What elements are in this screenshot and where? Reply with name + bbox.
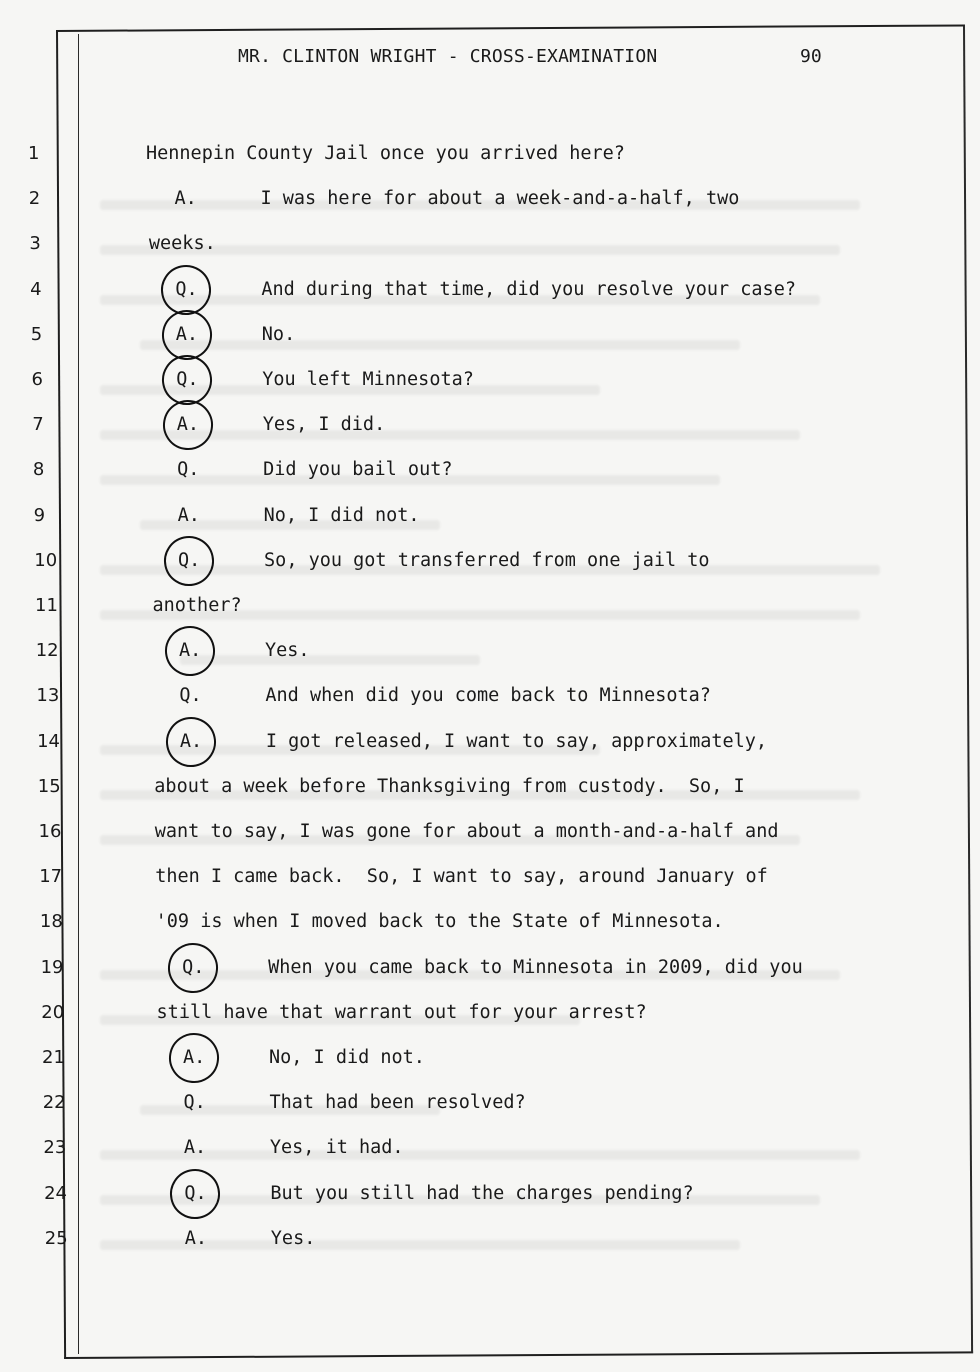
line-number: 15 [37, 775, 61, 797]
speaker-label: Q. [177, 459, 200, 481]
line-number: 20 [41, 1001, 65, 1023]
speaker-label: Q. [175, 278, 198, 300]
line-number: 5 [30, 323, 43, 345]
testimony-text: another? [152, 595, 242, 616]
page-header-title: MR. CLINTON WRIGHT - CROSS-EXAMINATION [238, 46, 658, 67]
line-number: 16 [38, 821, 62, 842]
testimony-text: I got released, I want to say, approximately, [265, 730, 768, 752]
line-number: 18 [39, 911, 63, 933]
testimony-text: Yes, it had. [269, 1137, 404, 1159]
line-number: 11 [35, 595, 58, 616]
testimony-text: And during that time, did you resolve your case? [261, 278, 796, 300]
testimony-text: I was here for about a week-and-a-half, two [260, 188, 740, 210]
line-number: 2 [28, 188, 41, 210]
speaker-label: Q. [178, 549, 201, 571]
line-number: 24 [44, 1182, 67, 1204]
testimony-text: But you still had the charges pending? [270, 1182, 694, 1204]
line-number: 25 [44, 1227, 68, 1249]
testimony-text: Did you bail out? [263, 459, 453, 481]
testimony-text: Yes. [264, 640, 310, 662]
testimony-text: Hennepin County Jail once you arrived here? [146, 143, 625, 164]
speaker-label: A. [177, 504, 200, 526]
line-number: 9 [33, 504, 46, 526]
testimony-text: weeks. [148, 233, 216, 255]
line-number: 1 [28, 143, 40, 164]
page-number: 90 [800, 46, 822, 67]
speaker-label: A. [175, 323, 199, 345]
testimony-text: That had been resolved? [269, 1092, 526, 1114]
speaker-label: A. [176, 414, 199, 436]
line-number: 4 [30, 278, 42, 300]
testimony-text: You left Minnesota? [262, 369, 474, 390]
testimony-text: Yes, I did. [262, 414, 386, 436]
line-number: 10 [34, 549, 58, 571]
testimony-text: still have that warrant out for your arrest? [156, 1001, 647, 1023]
testimony-text: And when did you come back to Minnesota? [265, 685, 711, 707]
speaker-label: Q. [183, 1092, 206, 1114]
speaker-label: A. [179, 730, 203, 752]
testimony-text: Yes. [270, 1227, 316, 1249]
line-number: 7 [32, 414, 44, 436]
testimony-text: want to say, I was gone for about a month-and-a-half and [154, 821, 779, 842]
testimony-text: No, I did not. [263, 504, 420, 526]
speaker-label: Q. [179, 685, 202, 707]
speaker-label: Q. [176, 369, 199, 390]
line-number: 19 [40, 956, 64, 978]
speaker-label: A. [184, 1227, 208, 1249]
testimony-text: So, you got transferred from one jail to [264, 549, 710, 571]
testimony-text: then I came back. So, I want to say, around January of [155, 866, 768, 888]
line-number: 17 [39, 866, 63, 888]
speaker-label: Q. [184, 1182, 207, 1204]
testimony-text: about a week before Thanksgiving from custody. So, I [154, 775, 745, 797]
line-number: 3 [29, 233, 41, 255]
speaker-label: Q. [182, 956, 205, 978]
line-number: 12 [35, 640, 59, 662]
line-number: 22 [42, 1092, 66, 1114]
line-number: 14 [37, 730, 60, 752]
testimony-text: No, I did not. [269, 1047, 425, 1068]
testimony-text: No. [261, 323, 296, 345]
line-number: 6 [31, 369, 43, 390]
testimony-text: When you came back to Minnesota in 2009, did you [268, 956, 803, 978]
line-number: 13 [36, 685, 60, 707]
speaker-label: A. [183, 1047, 206, 1068]
testimony-text: '09 is when I moved back to the State of Minnesota. [155, 911, 724, 933]
speaker-label: A. [178, 640, 202, 662]
speaker-label: A. [183, 1137, 207, 1159]
line-number: 21 [42, 1047, 65, 1068]
line-number: 23 [43, 1137, 67, 1159]
line-number: 8 [32, 459, 45, 481]
speaker-label: A. [174, 188, 197, 210]
